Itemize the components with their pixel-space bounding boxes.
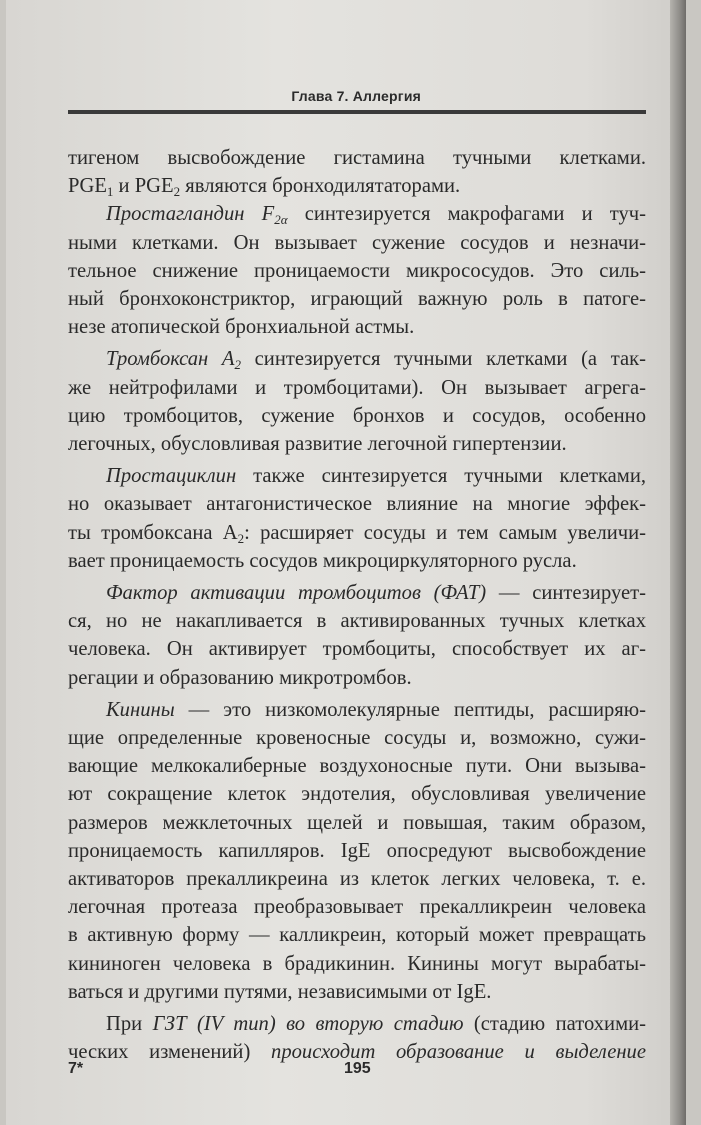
term-paf: Фактор активации тромбоцитов (ФАТ): [106, 582, 487, 605]
term-formation: происходит образование и выделение: [271, 1041, 646, 1064]
text-line: в активную форму — калликреин, который может превращать: [68, 924, 646, 947]
text-line: ческих изменений) происходит образование и выделение: [68, 1041, 646, 1064]
signature-mark: 7*: [68, 1060, 84, 1077]
text-line: легочная протеаза преобразовывает прекалликреин человека: [68, 896, 646, 919]
text-line: незе атопической бронхиальной астмы.: [68, 316, 415, 339]
text-line: ты тромбоксана $A_2$: расширяет сосуды и тем самым увеличи-: [68, 521, 647, 546]
text-line: Кинины — это низкомолекулярные пептиды, расширяю-: [106, 698, 646, 721]
text-line: кининоген человека в брадикинин. Кинины могут вырабаты-: [68, 952, 646, 975]
text-line: $PGE_1$ и $PGE_2$ являются бронходилятаторами.: [68, 175, 461, 200]
paragraph-dth: [68, 1010, 646, 1066]
text-line: ся, но не накапливается в активированных тучных клетках: [68, 610, 646, 633]
text-line: человека. Он активирует тромбоциты, способствует их аг-: [68, 638, 646, 661]
text-line: ными клетками. Он вызывает сужение сосудов и незначи-: [68, 231, 646, 254]
text-line: Тромбоксан $A_2$ синтезируется тучными клетками (а так-: [106, 348, 646, 373]
text-line: активаторов прекалликреина из клеток легких человека, т. е.: [68, 868, 646, 891]
paragraph-paf: [68, 579, 646, 692]
text-line: тельное снижение проницаемости микрососудов. Это силь-: [68, 259, 646, 282]
text-line: вающие мелкокалиберные воздухоносные пути. Они вызыва-: [68, 755, 646, 778]
page-edge-shadow: [670, 0, 686, 1125]
text-line: же нейтрофилами и тромбоцитами). Он вызывает агрега-: [68, 376, 646, 399]
text-line: Простациклин также синтезируется тучными клетками,: [106, 465, 646, 488]
text-line: щие определенные кровеносные сосуды и, возможно, сужи-: [68, 727, 646, 750]
text-line: но оказывает антагонистическое влияние на многие эффек-: [68, 493, 646, 516]
term-dth: ГЗТ (IV тип) во вторую стадию: [152, 1013, 464, 1036]
text-line: При ГЗТ (IV тип) во вторую стадию (стадию патохими-: [106, 1013, 646, 1036]
term-thromboxane: Тромбоксан $A_2$: [106, 348, 241, 373]
term-prostaglandin: Простагландин $F_{2\alpha}$: [106, 203, 288, 228]
text-line: Фактор активации тромбоцитов (ФАТ) — синтезирует-: [106, 582, 646, 605]
term-kinins: Кинины: [106, 698, 175, 721]
book-page: [6, 0, 686, 1125]
paragraph-histamine-continuation: [68, 144, 646, 200]
text-line: ный бронхоконстриктор, играющий важную роль в патоге-: [68, 288, 646, 311]
text-line: проницаемость капилляров. IgE опосредуют высвобождение: [68, 839, 646, 862]
text-line: регации и образованию микротромбов.: [68, 666, 412, 689]
running-header: [68, 86, 646, 114]
page-number: 195: [344, 1060, 371, 1077]
paragraph-thromboxane: [68, 345, 646, 458]
text-line: тигеном высвобождение гистамина тучными клетками.: [68, 147, 646, 169]
text-line: ваться и другими путями, независимыми от IgE.: [68, 980, 492, 1003]
text-line: Простагландин $F_{2\alpha}$ синтезируется макрофагами и туч-: [106, 203, 646, 228]
chapter-title: Глава 7. Аллергия: [291, 88, 421, 104]
text-line: ют сокращение клеток эндотелия, обусловливая увеличение: [68, 783, 646, 806]
text-line: размеров межклеточных щелей и повышая, таким образом,: [68, 811, 646, 834]
term-prostacyclin: Простациклин: [106, 465, 237, 488]
paragraph-kinins: [68, 696, 646, 1006]
paragraph-prostacyclin: [68, 462, 646, 575]
text-line: цию тромбоцитов, сужение бронхов и сосудов, особенно: [68, 404, 646, 427]
paragraph-prostaglandin: [68, 200, 646, 341]
text-line: вает проницаемость сосудов микроциркуляторного русла.: [68, 549, 577, 572]
text-line: легочных, обусловливая развитие легочной гипертензии.: [68, 433, 567, 456]
body-text: [68, 144, 646, 1067]
